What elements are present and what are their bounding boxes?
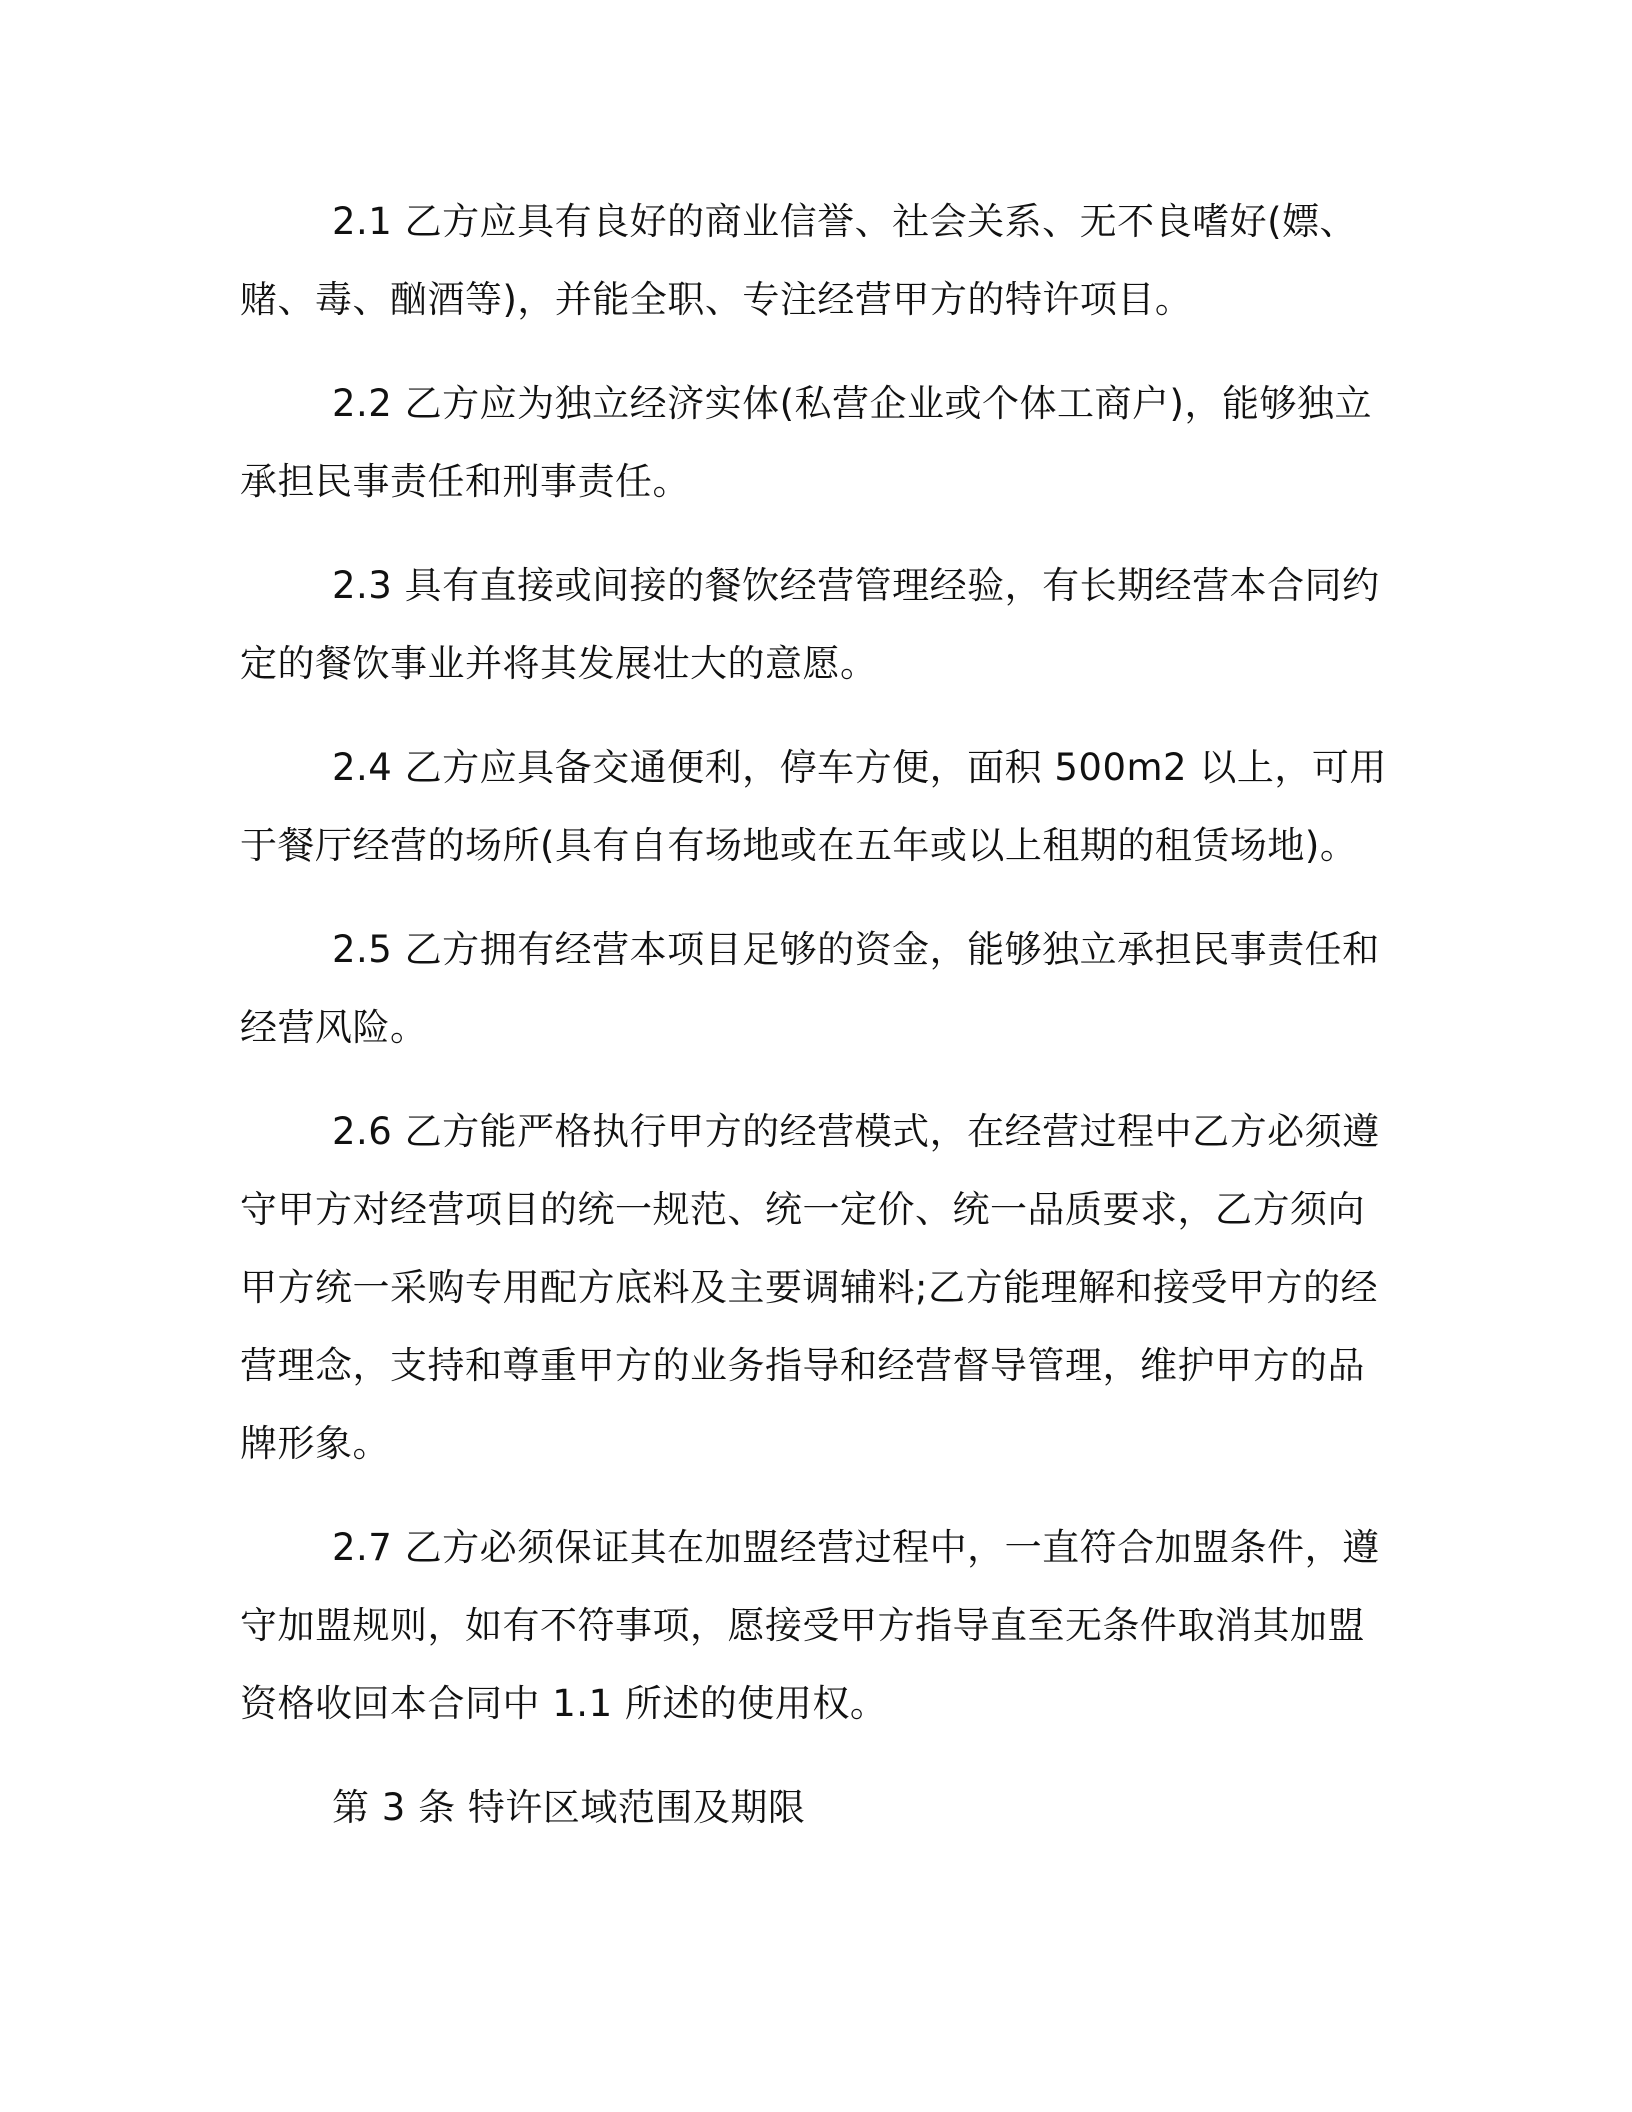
section-heading-3: 第 3 条 特许区域范围及期限	[332, 1786, 806, 1829]
document-body	[240, 183, 1390, 1847]
clause-2-1: 2.1 乙方应具有良好的商业信誉、社会关系、无不良嗜好(嫖、赌、毒、酗酒等)，并能全职、专注经营甲方的特许项目。	[240, 200, 1358, 321]
clause-2-6: 2.6 乙方能严格执行甲方的经营模式，在经营过程中乙方必须遵守甲方对经营项目的统一规范、统一定价、统一品质要求，乙方须向甲方统一采购专用配方底料及主要调辅料;乙方能理解和接受甲方的经营理念，支持和尊重甲方的业务指导和经营督导管理，维护甲方的品牌形象。	[240, 1110, 1380, 1465]
clause-2-4: 2.4 乙方应具备交通便利，停车方便，面积 500m2 以上，可用于餐厅经营的场所(具有自有场地或在五年或以上租期的租赁场地)。	[240, 746, 1387, 867]
clause-2-5: 2.5 乙方拥有经营本项目足够的资金，能够独立承担民事责任和经营风险。	[240, 928, 1380, 1049]
clause-2-7: 2.7 乙方必须保证其在加盟经营过程中，一直符合加盟条件，遵守加盟规则，如有不符事项，愿接受甲方指导直至无条件取消其加盟资格收回本合同中 1.1 所述的使用权。	[240, 1526, 1380, 1725]
clause-2-3: 2.3 具有直接或间接的餐饮经营管理经验，有长期经营本合同约定的餐饮事业并将其发展壮大的意愿。	[240, 564, 1380, 685]
clause-2-2: 2.2 乙方应为独立经济实体(私营企业或个体工商户)，能够独立承担民事责任和刑事责任。	[240, 382, 1372, 503]
